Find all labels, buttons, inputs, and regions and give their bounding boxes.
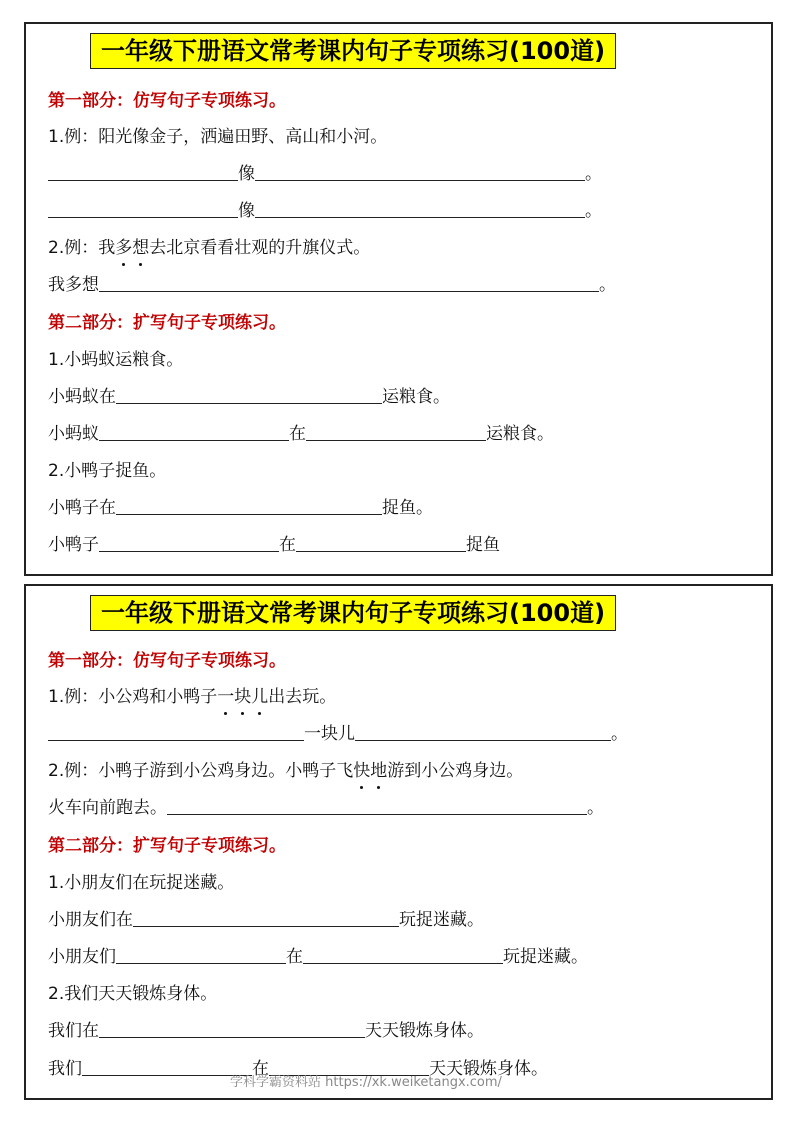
answer-line: 小蚂蚁在 运粮食。 [48,382,759,412]
answer-blank[interactable] [255,160,585,181]
answer-line: 像 。 [48,196,759,226]
answer-line: 小鸭子 在 捉鱼 [48,530,759,560]
answer-blank[interactable] [255,197,585,218]
answer-blank[interactable] [133,906,399,927]
answer-line: 我们 在 天天锻炼身体。 [48,1054,759,1084]
answer-blank[interactable] [167,794,587,815]
answer-blank[interactable] [116,943,286,964]
worksheet-title: 一年级下册语文常考课内句子专项练习(100道) [90,595,616,631]
section-heading-imitation: 第一部分：仿写句子专项练习。 [48,91,286,111]
answer-blank[interactable] [99,271,599,292]
answer-blank[interactable] [48,197,238,218]
question-example: 1.小朋友们在玩捉迷藏。 [48,873,235,893]
section-heading-expansion: 第二部分：扩写句子专项练习。 [48,313,286,333]
answer-blank[interactable] [116,383,382,404]
answer-line: 小蚂蚁 在 运粮食。 [48,419,759,449]
question-example: 2.我们天天锻炼身体。 [48,984,218,1004]
answer-line: 我们在 天天锻炼身体。 [48,1016,759,1046]
answer-line: 一块儿 。 [48,719,759,749]
answer-line: 小朋友们 在 玩捉迷藏。 [48,942,759,972]
question-example: 1.例：阳光像金子，洒遍田野、高山和小河。 [48,127,388,147]
question-example: 1.例：小公鸡和小鸭子一块儿出去玩。 [48,682,759,712]
answer-line: 像 。 [48,159,759,189]
question-example: 2.小鸭子捉鱼。 [48,461,167,481]
question-example: 2.例：小鸭子游到小公鸡身边。小鸭子飞快地游到小公鸡身边。 [48,756,759,786]
answer-blank[interactable] [306,420,486,441]
question-example: 1.小蚂蚁运粮食。 [48,350,184,370]
answer-blank[interactable] [82,1055,252,1076]
answer-blank[interactable] [116,494,382,515]
watermark-text: 学科学霸资料站 https://xk.weiketangx.com/ [230,1075,502,1090]
answer-blank[interactable] [48,160,238,181]
answer-blank[interactable] [355,720,611,741]
section-heading-expansion: 第二部分：扩写句子专项练习。 [48,836,286,856]
answer-blank[interactable] [99,420,289,441]
answer-blank[interactable] [296,531,466,552]
answer-line: 我多想 。 [48,270,759,300]
worksheet-card-2 [24,584,773,1100]
question-example: 2.例：我多想去北京看看壮观的升旗仪式。 [48,233,759,263]
worksheet-title: 一年级下册语文常考课内句子专项练习(100道) [90,33,616,69]
worksheet-card-1 [24,22,773,576]
answer-blank[interactable] [99,1017,365,1038]
answer-line: 小鸭子在 捉鱼。 [48,493,759,523]
answer-line: 小朋友们在 玩捉迷藏。 [48,905,759,935]
answer-line: 火车向前跑去。 。 [48,793,759,823]
answer-blank[interactable] [48,720,304,741]
section-heading-imitation: 第一部分：仿写句子专项练习。 [48,651,286,671]
answer-blank[interactable] [303,943,503,964]
answer-blank[interactable] [99,531,279,552]
